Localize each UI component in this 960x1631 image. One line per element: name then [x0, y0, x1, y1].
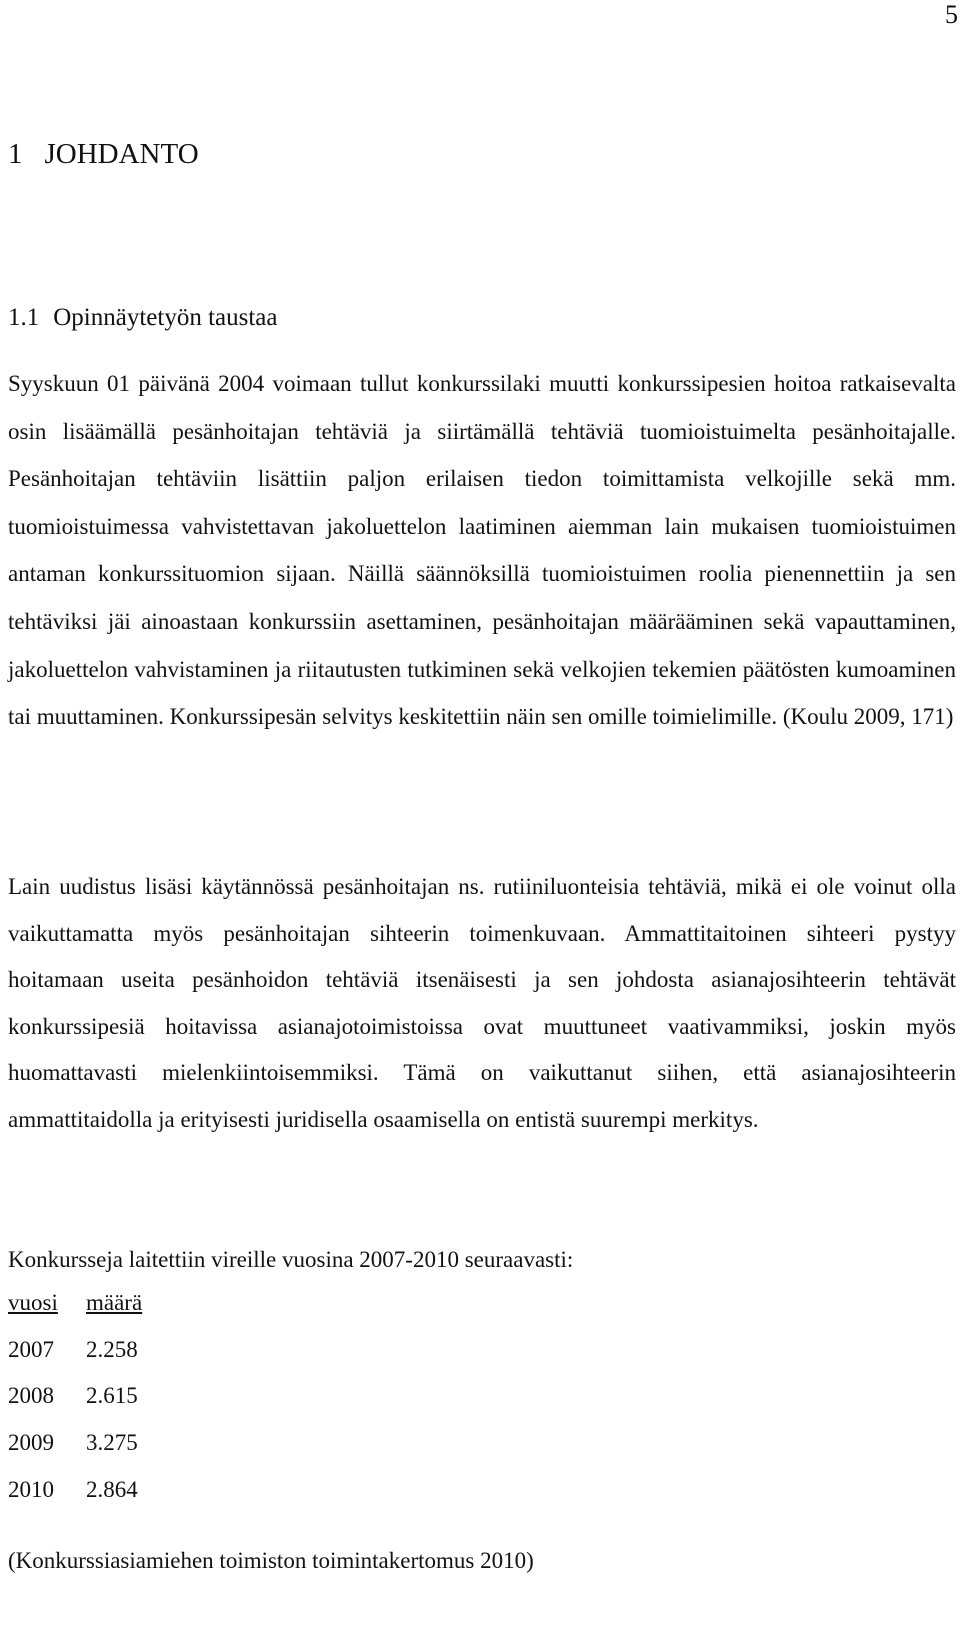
column-header-year: vuosi	[8, 1290, 58, 1315]
body-paragraph: Syyskuun 01 päivänä 2004 voimaan tullut konkurssilaki muutti konkurssipesien hoitoa ratkaisevalta osin lisäämällä pesänhoitajan tehtäviä ja siirtämällä tehtäviä tuomioistuimelta pesänhoitajalle. Pesänhoitajan tehtäviin lisättiin paljon erilaisen tiedon toimittamista velkojille sekä mm. tuomioistuimessa vahvistettavan jakoluettelon laatiminen aiemman lain mukaisen tuomioistuimen antaman konkurssituomion sijaan. Näillä säännöksillä tuomioistuimen roolia pienennettiin ja sen tehtäviksi jäi ainoastaan konkurssiin asettaminen, pesänhoitajan määrääminen sekä vapauttaminen, jakoluettelon vahvistaminen ja riitautusten tutkiminen sekä velkojien tekemien päätösten kumoaminen tai muuttaminen. Konkurssipesän selvitys keskitettiin näin sen omille toimielimille. (Koulu 2009, 171)	[8, 371, 956, 730]
table-intro-paragraph: Konkursseja laitettiin vireille vuosina 2007-2010 seuraavasti:	[8, 1247, 574, 1272]
table-row	[8, 1373, 142, 1420]
bankruptcy-stats-table	[8, 1280, 142, 1514]
section-number: 1.1	[8, 304, 40, 331]
chapter-title	[8, 136, 199, 172]
year-cell: 2007	[8, 1336, 54, 1362]
table-row	[8, 1327, 142, 1374]
column-header-count: määrä	[86, 1290, 143, 1315]
table-row	[8, 1420, 142, 1467]
table-source: (Konkurssiasiamiehen toimiston toimintakertomus 2010)	[8, 1548, 534, 1573]
year-cell: 2009	[8, 1430, 54, 1456]
table-row	[8, 1467, 142, 1514]
year-cell: 2008	[8, 1383, 54, 1409]
count-cell: 2.615	[86, 1383, 138, 1409]
body-paragraph: Lain uudistus lisäsi käytännössä pesänhoitajan ns. rutiiniluonteisia tehtäviä, mikä ei ole voinut olla vaikuttamatta myös pesänhoitajan sihteerin toimenkuvaan. Ammattitaitoinen sihteeri pystyy hoitamaan useita pesänhoidon tehtäviä itsenäisesti ja sen johdosta asianajosihteerin tehtävät konkurssipesiä hoitavissa asianajotoimistoissa ovat muuttuneet vaativammiksi, joskin myös huomattavasti mielenkiintoisemmiksi. Tämä on vaikuttanut siihen, että asianajosihteerin ammattitaidolla ja erityisesti juridisella osaamisella on entistä suurempi merkitys.	[8, 874, 956, 1132]
count-cell: 2.258	[86, 1336, 138, 1362]
year-cell: 2010	[8, 1476, 54, 1502]
page-number: 5	[945, 0, 958, 29]
section-title-text: Opinnäytetyön taustaa	[53, 304, 278, 331]
table-header-row	[8, 1280, 142, 1327]
count-cell: 2.864	[86, 1476, 138, 1502]
chapter-number: 1	[8, 138, 23, 170]
chapter-title-text: JOHDANTO	[44, 138, 199, 170]
count-cell: 3.275	[86, 1430, 138, 1456]
section-title	[8, 302, 278, 334]
